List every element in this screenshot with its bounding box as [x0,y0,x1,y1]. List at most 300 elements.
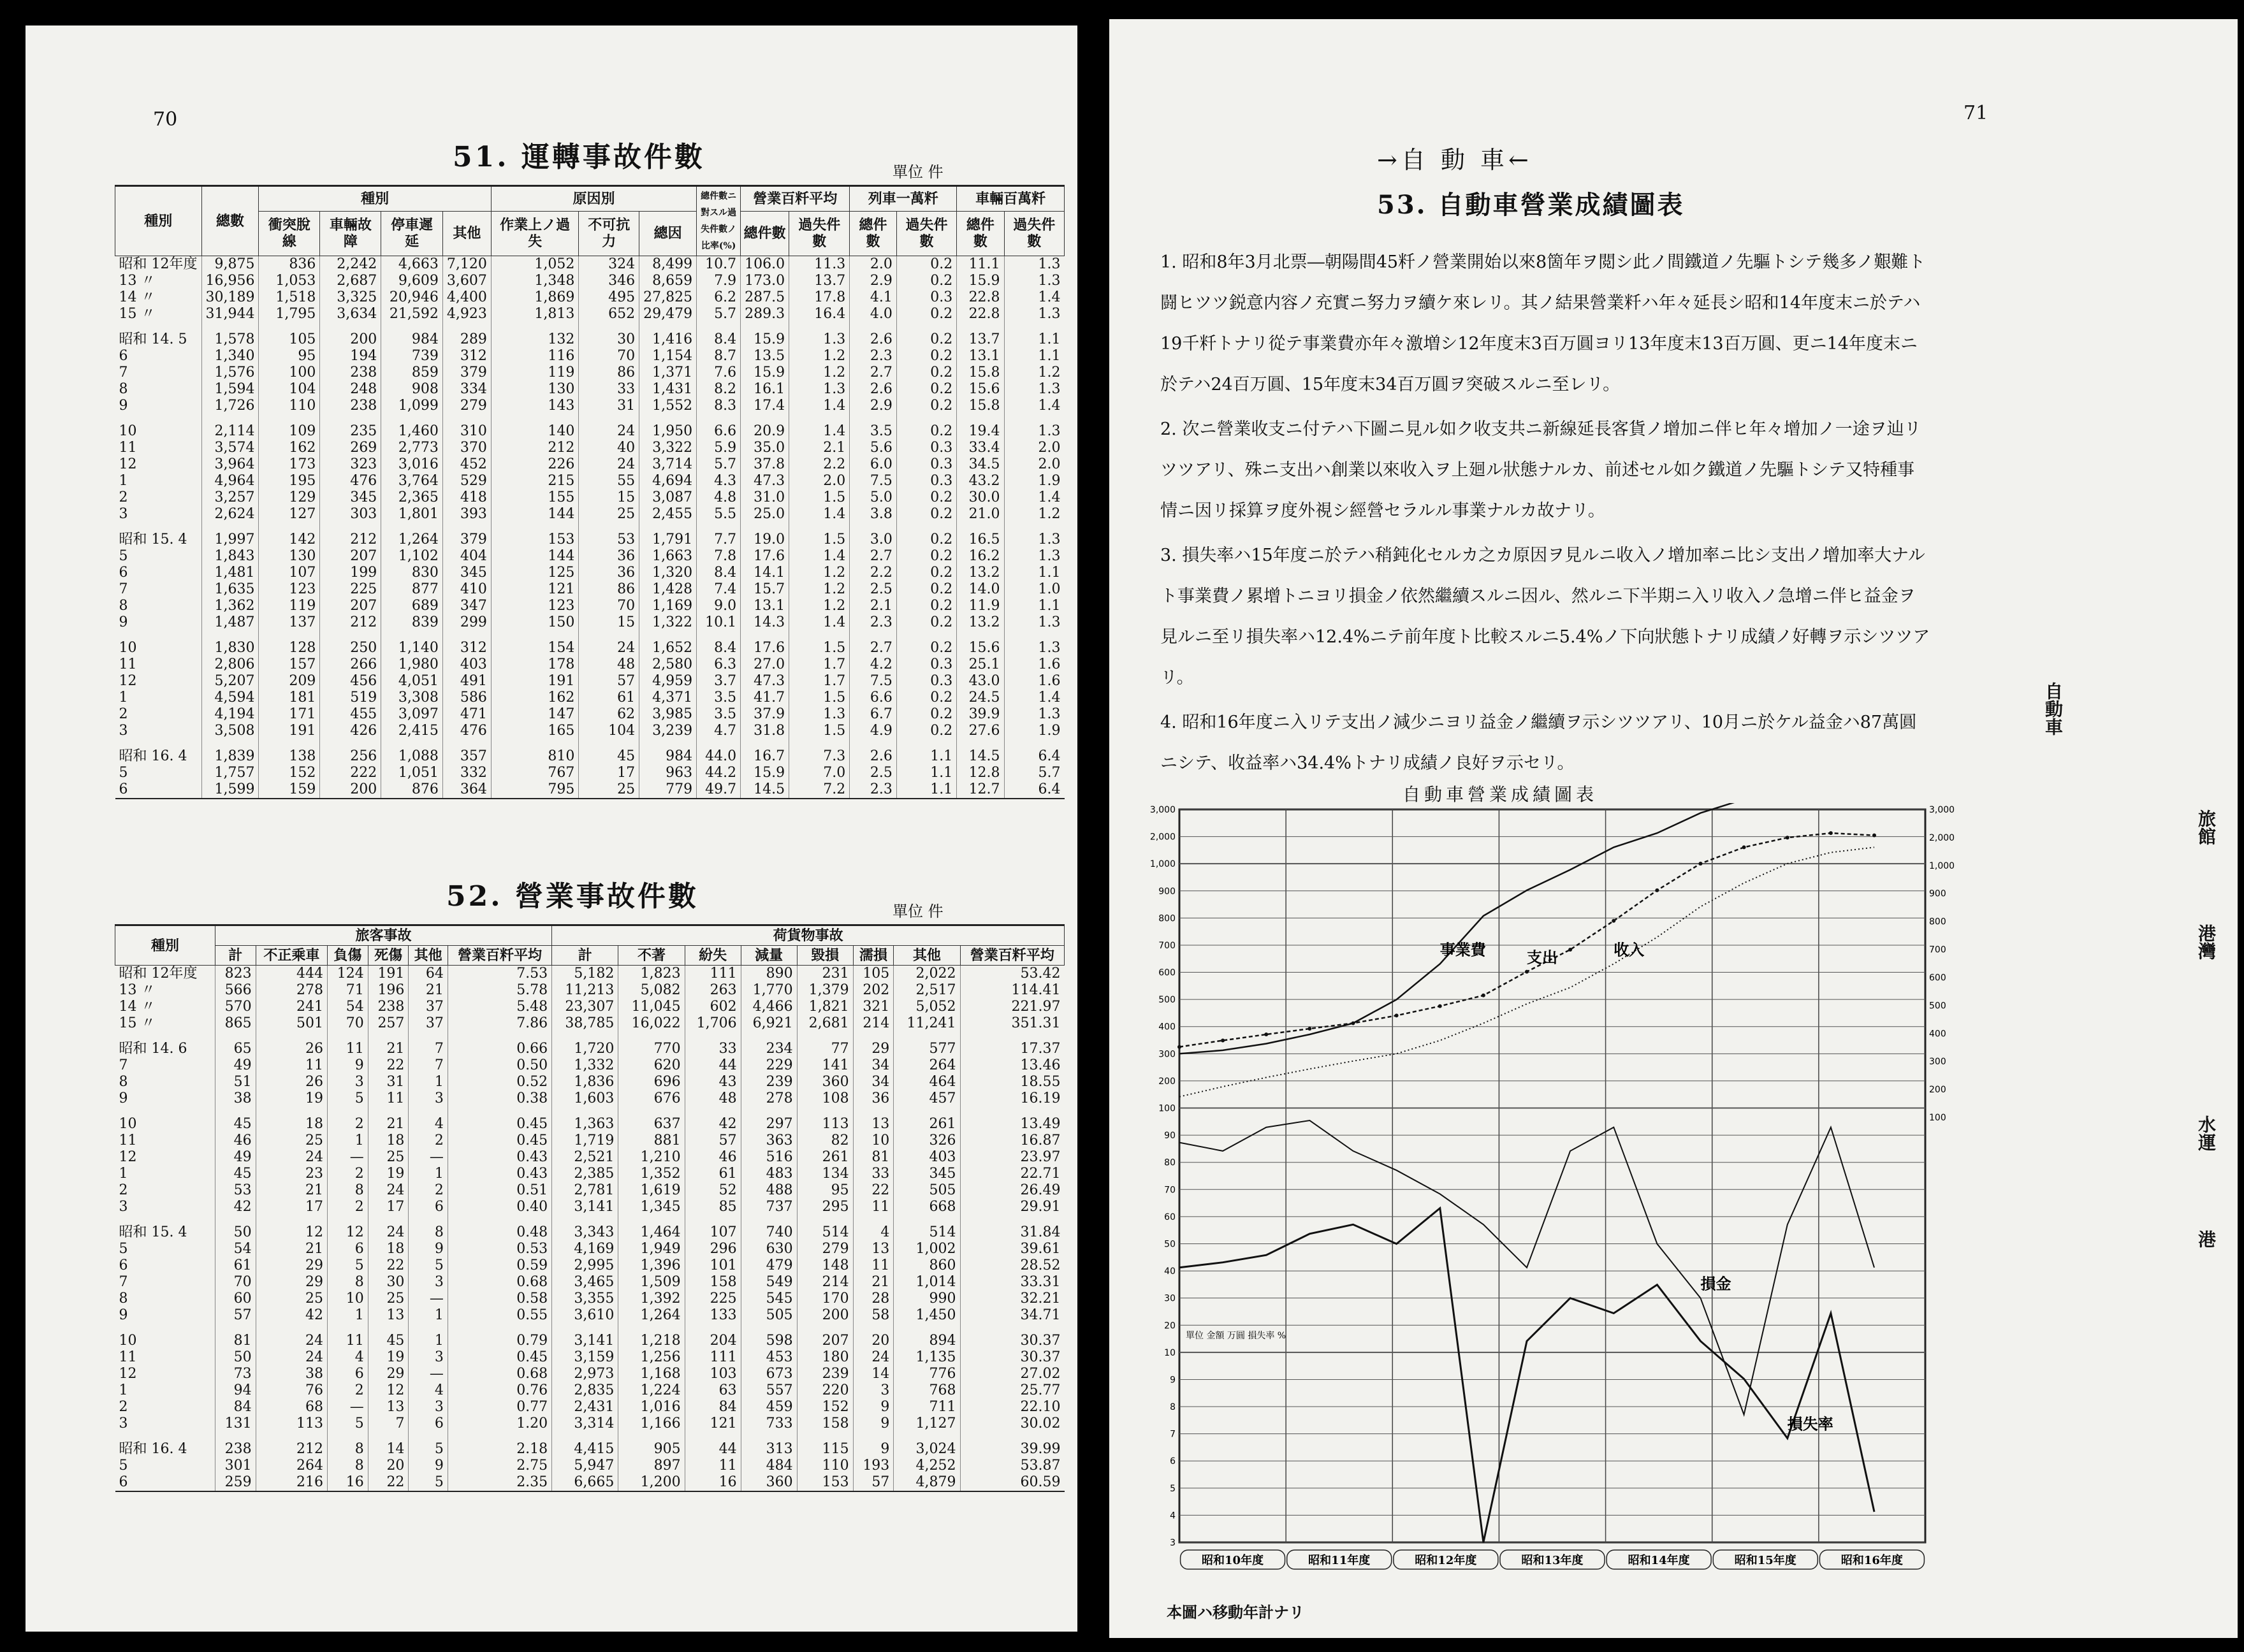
table-cell: 323 [320,456,381,473]
table-cell: 43 [685,1074,741,1090]
table-cell: 26 [256,1074,327,1090]
table-cell: 231 [797,966,853,983]
table-cell [201,322,259,331]
y-right-tick-label: 300 [1929,1057,1946,1068]
t51-h-train: 列車一萬粁 [850,186,957,212]
table-cell: 839 [381,614,443,631]
table-cell: 10 [853,1133,894,1149]
table-cell: 2.3 [850,614,897,631]
table-cell: 1,757 [201,765,259,781]
table-cell: 1.7 [789,673,850,690]
table-cell: 214 [853,1015,894,1032]
table-cell: 296 [685,1241,741,1257]
table-cell: 43.2 [957,473,1004,489]
table-cell: 676 [618,1090,685,1107]
table-cell: 37 [409,1015,448,1032]
note-1: 1. 昭和8年3月北票―朝陽間45粁ノ營業開始以來8箇年ヲ閲シ此ノ間鐵道ノ先驅トシテ幾多ノ艱難ト闘ヒツツ鋭意内容ノ充實ニ努力ヲ續ケ來レリ。其ノ結果營業粁ハ年々延長シ昭和14年度末ニ於テハ19千粁トナリ從テ事業費亦年々激増シ12年度末3百万圓ヨリ13年度末13百万圓、更ニ14年度末ニ於テハ24百万圓、15年度末34百万圓ヲ突破スルニ至レリ。 [1160,252,1926,395]
table-cell: 2.6 [850,748,897,765]
table-cell: 248 [320,381,381,398]
table-cell [381,631,443,640]
table-cell [685,1215,741,1224]
table-cell: 2.0 [850,256,897,273]
table-cell: 140 [491,423,579,440]
table51-row [115,423,1065,440]
y-left-tick-label: 5 [1170,1483,1176,1494]
table-cell [618,1107,685,1116]
table-cell: 144 [491,506,579,523]
row-label: 5 [119,765,128,781]
table-cell: 101 [685,1257,741,1274]
table52-row [115,999,1065,1015]
table-cell: 10.1 [697,614,741,631]
table-cell: 25 [256,1133,327,1149]
table-cell: 1,950 [639,423,697,440]
table-cell: 48 [685,1090,741,1107]
table-cell: 630 [741,1241,797,1257]
table-cell: 5 [409,1441,448,1458]
side-label: 自動車 [2043,682,2064,735]
table-cell: 7.2 [789,781,850,799]
table-cell: 1,464 [618,1224,685,1241]
table-cell: 3,314 [552,1416,618,1432]
table-cell: 21 [368,1116,409,1133]
table-cell: 31,944 [201,306,259,322]
table-cell: 908 [381,381,443,398]
table-cell: 1,200 [618,1474,685,1491]
table-cell: 279 [797,1241,853,1257]
table-cell: 6 [328,1241,368,1257]
table-cell: 471 [442,706,491,723]
table-cell: 3 [409,1090,448,1107]
table-cell: 15.9 [741,765,789,781]
table51-row [115,581,1065,598]
table-cell: 1,518 [259,289,320,306]
table-cell: 2,114 [201,423,259,440]
table-cell: 1.5 [789,489,850,506]
table-cell: 76 [256,1382,327,1399]
table-cell: 2.0 [789,473,850,489]
table-cell: 881 [618,1133,685,1149]
row-label: 7 [119,1274,128,1290]
table-cell [741,739,789,748]
table-cell: 1,345 [618,1199,685,1215]
row-label: 8 [119,1291,128,1307]
table-cell: 62 [579,706,639,723]
y-left-tick-label: 40 [1164,1266,1176,1277]
table-cell [579,739,639,748]
table-cell: 34.71 [960,1307,1064,1324]
table51-row [115,748,1065,765]
table51-row [115,781,1065,799]
t51-h-vehicle: 車輛百萬粁 [957,186,1065,212]
table-cell: 24 [368,1224,409,1241]
table-cell [256,1432,327,1441]
table-cell: 171 [259,706,320,723]
table-cell: 0.48 [448,1224,551,1241]
table-cell: 18 [256,1116,327,1133]
table-cell: 1,603 [552,1090,618,1107]
table-cell: 31 [368,1074,409,1090]
table-cell: 17.6 [741,548,789,565]
table51-row [115,306,1065,322]
table-cell: 13.1 [741,598,789,614]
table51-row [115,381,1065,398]
table-cell: 8 [328,1274,368,1291]
table-cell: 44 [685,1057,741,1074]
table-cell: 5 [328,1416,368,1432]
table-cell: 696 [618,1074,685,1090]
table-cell: 73 [215,1366,256,1382]
y-left-tick-label: 3,000 [1149,805,1176,815]
table-cell: 17 [368,1199,409,1215]
table-cell [741,1324,797,1333]
table-cell: 7.9 [697,273,741,289]
table-cell: 157 [259,656,320,673]
table-cell: 312 [442,640,491,656]
table-cell: 225 [320,581,381,598]
table-cell: 24 [853,1349,894,1366]
table-cell: 1,980 [381,656,443,673]
table-cell: 9 [853,1441,894,1458]
table-cell: 2.2 [850,565,897,581]
table-cell: 30.37 [960,1333,1064,1349]
table-cell: 266 [320,656,381,673]
table-cell: 0.2 [896,532,956,548]
table52-row [115,1366,1065,1382]
table-cell: 739 [381,348,443,365]
table-cell: 8 [328,1441,368,1458]
table-cell: 18 [368,1241,409,1257]
table-cell: 212 [320,614,381,631]
table-cell: 130 [491,381,579,398]
table-cell: 1,997 [201,532,259,548]
t52-subheader-cell: 營業百粁平均 [960,946,1064,966]
table-cell: 238 [320,398,381,414]
table-cell: 195 [259,473,320,489]
table52-row [115,1215,1065,1224]
series-line [1179,803,1874,1054]
table-cell [896,414,956,423]
table-cell: 5 [328,1257,368,1274]
table-cell: 444 [256,966,327,983]
table-cell: 33 [853,1166,894,1182]
table-cell: 178 [491,656,579,673]
table-cell: 131 [215,1416,256,1432]
table-cell: 0.2 [896,598,956,614]
table-cell: 4,879 [894,1474,960,1491]
table-cell [685,1032,741,1041]
table-cell: 100 [259,365,320,381]
table-cell: 13 [853,1241,894,1257]
table-cell: 364 [442,781,491,799]
table-cell: 173 [259,456,320,473]
table-cell: 3,308 [381,690,443,706]
table-cell [215,1032,256,1041]
table-cell: 22.10 [960,1399,1064,1416]
table-cell: 1,839 [201,748,259,765]
data-point [1525,970,1529,974]
table-cell: 347 [442,598,491,614]
row-label: 3 [119,1199,128,1215]
row-label: 15 〃 [119,1015,156,1031]
table-cell: 1.3 [789,706,850,723]
series-label: 支出 [1527,948,1557,967]
table-cell: 3 [328,1074,368,1090]
table-cell: 295 [797,1199,853,1215]
table-cell: 4 [328,1349,368,1366]
table-cell: 16.1 [741,381,789,398]
table-cell: 239 [741,1074,797,1090]
table-cell: 5 [409,1474,448,1491]
table-cell: 5.6 [850,440,897,456]
t52-h-freight: 荷貨物事故 [552,925,1065,946]
table-cell: 1,450 [894,1307,960,1324]
table-cell: 1,224 [618,1382,685,1399]
table-cell: 19 [368,1166,409,1182]
table-cell: 119 [259,598,320,614]
table-cell: 5.78 [448,982,551,999]
table-cell [201,631,259,640]
table-cell: 16.5 [957,532,1004,548]
table-cell [957,322,1004,331]
table-cell: 0.3 [896,440,956,456]
table-cell: 26 [256,1041,327,1057]
table-cell: 13.7 [957,331,1004,348]
table51-row [115,256,1065,273]
table-cell: 313 [741,1441,797,1458]
table-cell: 1,392 [618,1291,685,1307]
table-cell: 1 [328,1307,368,1324]
table-cell: 1,348 [491,273,579,289]
table52-row [115,1107,1065,1116]
legend-note: 單位 金額 万圓 損失率 % [1186,1331,1286,1341]
table-cell [741,414,789,423]
table-cell: 42 [685,1116,741,1133]
table-cell: 1,576 [201,365,259,381]
table-cell: 1,594 [201,381,259,398]
table52-row [115,1224,1065,1241]
table-cell: 2,687 [320,273,381,289]
t51-h-total: 總數 [201,186,259,256]
table-cell: 22 [368,1257,409,1274]
table-cell: 733 [741,1416,797,1432]
table51-row [115,640,1065,656]
table-cell: 779 [639,781,697,799]
row-label: 昭和 15. 4 [119,1224,187,1240]
table-cell: 71 [328,982,368,999]
table-cell: 38 [256,1366,327,1382]
edge-label-4: 港 [2196,1230,2217,1248]
table-cell: 410 [442,581,491,598]
table-cell: 214 [797,1274,853,1291]
table-cell: 31 [579,398,639,414]
table-cell: 2,624 [201,506,259,523]
row-label: 14 〃 [119,999,156,1015]
x-tick-label: 昭和16年度 [1840,1554,1903,1567]
table-cell: 13 [368,1399,409,1416]
table-cell: 1.1 [1004,565,1064,581]
table-cell [894,1032,960,1041]
row-label: 15 〃 [119,306,156,322]
table-cell: 130 [259,548,320,565]
table-cell: 5 [328,1090,368,1107]
table-cell: 4,466 [741,999,797,1015]
table-cell: 65 [215,1041,256,1057]
table51-row [115,456,1065,473]
edge-label-1: 旅館 [2196,809,2217,845]
table-cell: 60 [215,1291,256,1307]
table-cell [448,1032,551,1041]
t52-subheader-row [115,946,1065,966]
table-cell: 19.0 [741,532,789,548]
table-cell [320,414,381,423]
table-cell: 3.8 [850,506,897,523]
table-cell: 57 [579,673,639,690]
t52-h-pass: 旅客事故 [215,925,551,946]
table-cell: 86 [579,581,639,598]
table-cell: 0.38 [448,1090,551,1107]
table-cell: 25 [256,1291,327,1307]
x-tick-label: 昭和10年度 [1202,1554,1264,1567]
table-cell: 155 [491,489,579,506]
table-cell: 13.7 [789,273,850,289]
table-cell: 7.5 [850,673,897,690]
table-cell [957,739,1004,748]
table-cell: 11 [853,1199,894,1215]
table-cell: 894 [894,1333,960,1349]
table-cell [328,1432,368,1441]
t51-h-v1: 總件數 [957,211,1004,256]
table-cell [797,1324,853,1333]
table-cell: 312 [442,348,491,365]
t51-h-rate: 總件數ニ對スル過失件數ノ比率(%) [697,186,741,256]
t52-subheader-cell: 不著 [618,946,685,966]
row-label: 昭和 14. 6 [119,1041,187,1057]
table-cell: 1.2 [789,348,850,365]
table-cell: 123 [259,581,320,598]
table-cell: 287.5 [741,289,789,306]
table-cell: 121 [685,1416,741,1432]
table-cell: 1,264 [618,1307,685,1324]
row-label: 12 [119,673,137,689]
table-cell: 598 [741,1333,797,1349]
table-cell: 4,252 [894,1458,960,1474]
table51-row [115,273,1065,289]
table-cell: 77 [797,1041,853,1057]
table-cell: 191 [259,723,320,739]
table-cell: 0.3 [896,656,956,673]
table-cell: 165 [491,723,579,739]
table-cell: 38,785 [552,1015,618,1032]
table-cell: 0.2 [896,723,956,739]
table-cell [215,1324,256,1333]
table-cell: 3,024 [894,1441,960,1458]
table-cell: 86 [579,365,639,381]
table-cell: 2,022 [894,966,960,983]
table-cell: 3,141 [552,1199,618,1215]
notes [1160,242,1932,788]
table-cell: 1,813 [491,306,579,322]
table-cell: 9 [328,1057,368,1074]
table-cell: 1.3 [1004,256,1064,273]
series-label: 損失率 [1787,1414,1833,1433]
table-cell: 1.3 [1004,532,1064,548]
table-cell: 31.84 [960,1224,1064,1241]
row-label: 11 [119,440,137,456]
table-cell: 3,508 [201,723,259,739]
table-cell: 95 [259,348,320,365]
table-cell: 3,985 [639,706,697,723]
table-cell: 57 [215,1307,256,1324]
table-cell: 1,169 [639,598,697,614]
row-label: 11 [119,1349,137,1365]
table-cell [368,1032,409,1041]
table-cell: 152 [797,1399,853,1416]
table52-row [115,1416,1065,1432]
row-label: 6 [119,781,128,797]
row-label: 13 〃 [119,982,156,998]
table-cell: 514 [894,1224,960,1241]
table-cell: 1,102 [381,548,443,565]
table-cell: 33 [579,381,639,398]
table-cell: 34.5 [957,456,1004,473]
table-cell: 25 [368,1291,409,1307]
table-cell: 241 [256,999,327,1015]
table-cell: 24 [579,423,639,440]
table-cell: 104 [579,723,639,739]
table-cell: 238 [215,1441,256,1458]
table51-row [115,331,1065,348]
table51-row [115,532,1065,548]
table-cell [320,631,381,640]
table-cell: 4,371 [639,690,697,706]
table-cell: 2,580 [639,656,697,673]
table-cell: — [328,1399,368,1416]
table-cell: 57 [853,1474,894,1491]
table-cell: 16,956 [201,273,259,289]
table-cell [789,523,850,532]
y-left-tick-label: 10 [1164,1347,1176,1358]
table-cell: 226 [491,456,579,473]
table-cell: 360 [797,1074,853,1090]
table-cell [789,414,850,423]
table-cell: 3,322 [639,440,697,456]
table-cell: 393 [442,506,491,523]
table52-row [115,1199,1065,1215]
table-cell [850,739,897,748]
table-cell: 129 [259,489,320,506]
table-cell: 0.2 [896,398,956,414]
table-cell: 29 [853,1041,894,1057]
table52-row [115,1291,1065,1307]
table-cell: 9 [853,1416,894,1432]
table-cell: 3,610 [552,1307,618,1324]
table51-row [115,690,1065,706]
table-cell: 0.2 [896,489,956,506]
table-cell: 4.3 [697,473,741,489]
table-cell [850,523,897,532]
table-cell: 2 [328,1166,368,1182]
table-cell [448,1215,551,1224]
table-cell: 45 [215,1116,256,1133]
table-cell: 84 [685,1399,741,1416]
y-left-tick-label: 700 [1158,940,1176,951]
table-cell: 3,634 [320,306,381,322]
table-cell: — [409,1291,448,1307]
table-cell: 21 [256,1241,327,1257]
table-cell: 113 [797,1116,853,1133]
row-label [115,1107,215,1116]
